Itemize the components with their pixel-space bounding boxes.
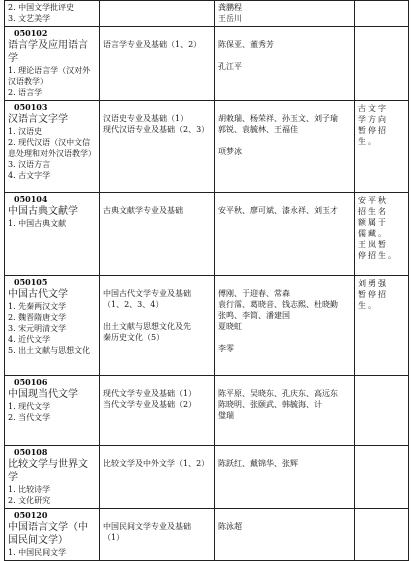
direction-item: 4. 近代文学: [8, 335, 51, 344]
note-line: 停招生。: [358, 251, 398, 260]
course-cell: [100, 193, 215, 276]
direction-item: 2. 语言学: [8, 88, 43, 97]
teacher-line: 孔江平: [218, 62, 242, 71]
program-cell: [5, 376, 100, 446]
teacher-line: 璧瑞: [218, 411, 234, 420]
teacher-line: 郭锐、袁毓林、王福佳: [218, 125, 298, 134]
teacher-cell: [215, 276, 355, 376]
direction-item: 2. 魏晋隋唐文学: [8, 313, 67, 322]
teacher-line: 李零: [218, 344, 234, 353]
teacher-line: [218, 332, 352, 343]
note-cell: [355, 446, 409, 509]
teacher-line: 项梦冰: [218, 147, 242, 156]
teacher-cell: [215, 446, 355, 509]
table-row: [5, 193, 409, 276]
program-table: [4, 0, 409, 561]
direction-item: 1. 中国古典文献: [8, 219, 67, 228]
note-cell: [355, 509, 409, 561]
teacher-cell: [215, 193, 355, 276]
program-cell: [5, 1, 100, 27]
program-cell: [5, 509, 100, 561]
course-line: 秦历史文化（5）: [103, 333, 165, 342]
teacher-cell: [215, 27, 355, 101]
direction-item: 3. 宋元明清文学: [8, 324, 67, 333]
teacher-line: 安平秋、廖可斌、漆永祥、刘玉才: [218, 206, 338, 215]
teacher-line: 陈保亚、董秀芳: [218, 40, 274, 49]
direction-item: 2. 当代文学: [8, 413, 51, 422]
note-line: 暂停招: [358, 126, 388, 135]
program-cell: [5, 276, 100, 376]
teacher-line: 夏晓虹: [218, 322, 242, 331]
course-cell: [100, 27, 215, 101]
table-row: [5, 509, 409, 561]
direction-item: 1. 现代文学: [8, 402, 51, 411]
direction-item: 1. 理论语言学（汉对外汉语教学）: [8, 66, 91, 86]
course-cell: [100, 1, 215, 27]
note-line: 招生名: [358, 207, 388, 216]
program-cell: [5, 27, 100, 101]
teacher-line: 陈泳超: [218, 522, 242, 531]
teacher-line: 袁行霈、葛晓音、钱志熙、杜晓勤: [218, 300, 338, 309]
note-cell: [355, 193, 409, 276]
note-cell: [355, 27, 409, 101]
direction-item: 3. 汉语方言: [8, 160, 51, 169]
teacher-line: 王岳川: [218, 14, 242, 23]
teacher-cell: [215, 376, 355, 446]
course-cell: [100, 509, 215, 561]
note-cell: [355, 101, 409, 193]
course-line: 汉语史专业及基础（1）: [103, 114, 189, 123]
teacher-cell: [215, 509, 355, 561]
note-line: 古文字: [358, 104, 388, 113]
direction-item: 2. 中国文学批评史: [8, 3, 75, 12]
teacher-line: [218, 50, 352, 61]
direction-item: 3. 文艺美学: [8, 14, 51, 23]
program-name: 中国现当代文学: [8, 389, 78, 400]
course-line: 古典文献学专业及基础: [103, 206, 183, 215]
note-line: 生。: [358, 301, 378, 310]
teacher-line: 陈平原、吴晓东、孔庆东、高远东: [218, 389, 338, 398]
program-name: 中国古代文学: [8, 289, 68, 300]
direction-item: 2. 现代汉语（汉中文信息处理和对外汉语教学）: [8, 138, 96, 158]
table-row: [5, 101, 409, 193]
program-cell: [5, 101, 100, 193]
note-cell: [355, 1, 409, 27]
program-cell: [5, 193, 100, 276]
program-code: 050120: [14, 510, 48, 520]
table-row: [5, 276, 409, 376]
program-code: 050104: [14, 194, 48, 204]
course-cell: [100, 101, 215, 193]
direction-item: 1. 先秦两汉文学: [8, 302, 67, 311]
program-code: 050103: [14, 102, 48, 112]
program-name: 比较文学与世界文学: [8, 459, 88, 483]
note-cell: [355, 276, 409, 376]
program-name: 汉语言文字学: [8, 114, 68, 125]
note-cell: [355, 376, 409, 446]
direction-item: 4. 古文字学: [8, 171, 51, 180]
course-line: 中国古代文学专业及基础: [103, 289, 191, 298]
course-cell: [100, 276, 215, 376]
teacher-line: 陈跃红、戴锦华、张辉: [218, 459, 298, 468]
program-code: 050106: [14, 377, 48, 387]
teacher-line: [218, 135, 352, 146]
course-line: 现代文学专业及基础（1）: [103, 389, 197, 398]
program-code: 050102: [14, 28, 48, 38]
direction-item: 5. 出土文献与思想文化: [8, 346, 91, 355]
teacher-cell: [215, 101, 355, 193]
note-line: 儒藏。: [358, 229, 388, 238]
table-row: [5, 376, 409, 446]
direction-item: 1. 比较诗学: [8, 485, 51, 494]
program-name: 中国古典文献学: [8, 206, 78, 217]
course-cell: [100, 376, 215, 446]
course-line: 现代汉语专业及基础（2、3）: [103, 125, 210, 134]
program-name: 语言学及应用语言学: [8, 40, 88, 64]
teacher-line: 胡敕瑞、杨荣祥、孙玉文、刘子瑜: [218, 114, 338, 123]
course-line: 语言学专业及基础（1、2）: [103, 40, 202, 49]
course-cell: [100, 446, 215, 509]
table-row: [5, 446, 409, 509]
teacher-line: 龚鹏程: [218, 3, 242, 12]
note-line: 暂停招: [358, 290, 388, 299]
course-line: 中国民间文学专业及基础: [103, 522, 191, 531]
program-code: 050105: [14, 277, 48, 287]
course-line: 出土文献与思想文化及先: [103, 322, 191, 331]
teacher-line: 傅刚、于迎春、常森: [218, 289, 290, 298]
course-line: （1、2、3、4）: [103, 300, 164, 309]
direction-item: 2. 文化研究: [8, 496, 51, 505]
table-row: [5, 1, 409, 27]
course-line: （1）: [103, 533, 125, 542]
teacher-line: 张鸣、李简、潘建国: [218, 311, 290, 320]
table-row: [5, 27, 409, 101]
note-line: 安平秋: [358, 196, 388, 205]
course-line: [103, 310, 212, 321]
direction-item: 1. 中国民间文学: [8, 548, 67, 557]
direction-item: 1. 汉语史: [8, 127, 43, 136]
course-line: 比较文学及中外文学（1、2）: [103, 459, 210, 468]
course-line: 当代文学专业及基础（2）: [103, 400, 197, 409]
note-line: 生。: [358, 137, 378, 146]
note-line: 王岚暂: [358, 240, 388, 249]
program-code: 050108: [14, 447, 48, 457]
teacher-line: 陈晓明、张颐武、韩毓海、计: [218, 400, 322, 409]
note-line: 学方向: [358, 115, 388, 124]
program-name: 中国语言文学（中国民间文学）: [8, 522, 88, 546]
note-line: 刘勇强: [358, 279, 388, 288]
note-line: 额属于: [358, 218, 388, 227]
program-cell: [5, 446, 100, 509]
teacher-cell: [215, 1, 355, 27]
